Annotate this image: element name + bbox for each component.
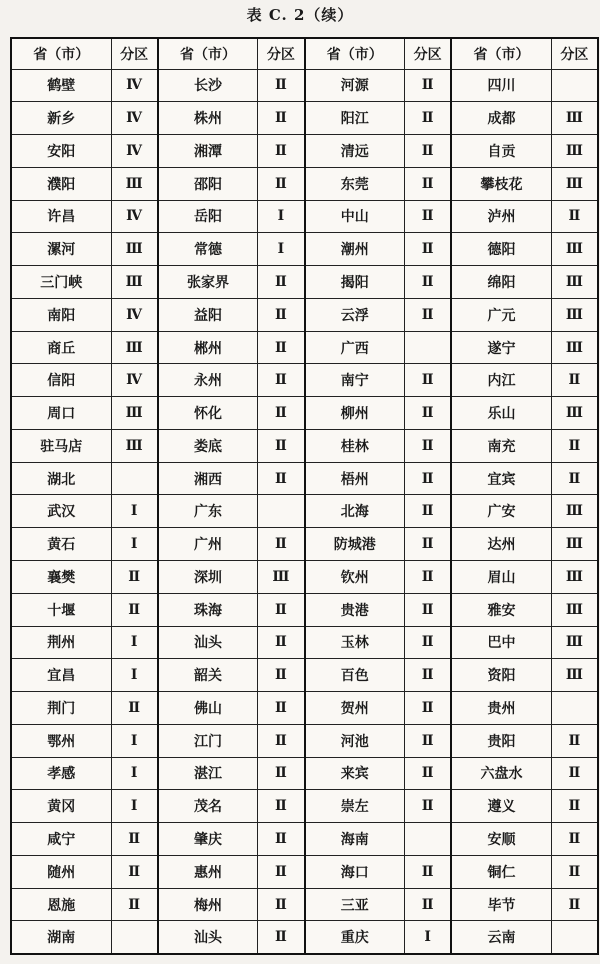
zone-cell: Ⅱ <box>405 757 452 790</box>
zone-cell: Ⅱ <box>111 888 158 921</box>
city-cell: 珠海 <box>158 593 258 626</box>
city-cell: 绵阳 <box>451 266 551 299</box>
zone-cell: Ⅱ <box>405 397 452 430</box>
city-cell: 鹤壁 <box>11 69 111 102</box>
city-cell: 潮州 <box>305 233 405 266</box>
city-cell: 河源 <box>305 69 405 102</box>
zone-cell: Ⅱ <box>405 298 452 331</box>
city-cell: 贵州 <box>451 692 551 725</box>
city-cell: 乐山 <box>451 397 551 430</box>
city-cell: 来宾 <box>305 757 405 790</box>
header-row <box>11 38 598 69</box>
zone-cell: Ⅱ <box>258 790 305 823</box>
city-cell: 湘潭 <box>158 135 258 168</box>
table-row <box>11 135 598 168</box>
zone-cell: Ⅱ <box>258 659 305 692</box>
zone-cell: Ⅳ <box>111 102 158 135</box>
table-row <box>11 790 598 823</box>
header-zone: 分区 <box>258 38 305 69</box>
city-cell: 驻马店 <box>11 429 111 462</box>
table-row <box>11 233 598 266</box>
zone-cell: Ⅲ <box>111 429 158 462</box>
city-cell: 濮阳 <box>11 167 111 200</box>
table-row <box>11 757 598 790</box>
table-row <box>11 331 598 364</box>
city-cell: 安顺 <box>451 823 551 856</box>
zone-cell: Ⅱ <box>258 921 305 954</box>
zone-cell: Ⅱ <box>258 462 305 495</box>
city-cell: 清远 <box>305 135 405 168</box>
table-row <box>11 560 598 593</box>
city-cell: 常德 <box>158 233 258 266</box>
city-cell: 武汉 <box>11 495 111 528</box>
zone-cell: Ⅱ <box>551 823 598 856</box>
zone-cell: Ⅱ <box>258 528 305 561</box>
header-zone: 分区 <box>551 38 598 69</box>
zone-cell: Ⅱ <box>551 757 598 790</box>
zone-cell: Ⅱ <box>111 823 158 856</box>
zone-cell: Ⅱ <box>405 266 452 299</box>
city-cell: 达州 <box>451 528 551 561</box>
zone-cell: Ⅰ <box>111 659 158 692</box>
city-cell: 宜昌 <box>11 659 111 692</box>
city-cell: 重庆 <box>305 921 405 954</box>
table-row <box>11 724 598 757</box>
city-cell: 汕头 <box>158 626 258 659</box>
zone-cell: Ⅱ <box>405 135 452 168</box>
table-row <box>11 266 598 299</box>
zone-cell: Ⅱ <box>405 593 452 626</box>
table-row <box>11 626 598 659</box>
city-cell: 揭阳 <box>305 266 405 299</box>
zone-cell: Ⅲ <box>551 167 598 200</box>
city-cell: 株州 <box>158 102 258 135</box>
city-cell: 德阳 <box>451 233 551 266</box>
header-province: 省（市） <box>451 38 551 69</box>
zone-cell <box>551 921 598 954</box>
city-cell: 崇左 <box>305 790 405 823</box>
city-cell: 张家界 <box>158 266 258 299</box>
zone-cell: Ⅱ <box>258 331 305 364</box>
city-cell: 广元 <box>451 298 551 331</box>
table-body <box>11 69 598 954</box>
city-cell: 南宁 <box>305 364 405 397</box>
zone-cell: Ⅱ <box>405 626 452 659</box>
city-cell: 泸州 <box>451 200 551 233</box>
table-row <box>11 429 598 462</box>
zone-cell: Ⅱ <box>258 692 305 725</box>
city-cell: 贺州 <box>305 692 405 725</box>
climate-zone-table <box>10 37 599 955</box>
zone-cell: Ⅲ <box>551 233 598 266</box>
city-cell: 鄂州 <box>11 724 111 757</box>
city-cell: 佛山 <box>158 692 258 725</box>
zone-cell: Ⅲ <box>551 626 598 659</box>
zone-cell <box>405 823 452 856</box>
zone-cell: Ⅲ <box>551 495 598 528</box>
table-row <box>11 495 598 528</box>
city-cell: 河池 <box>305 724 405 757</box>
zone-cell: Ⅱ <box>258 102 305 135</box>
zone-cell: Ⅱ <box>551 364 598 397</box>
zone-cell: Ⅰ <box>111 495 158 528</box>
zone-cell: Ⅲ <box>258 560 305 593</box>
table-row <box>11 298 598 331</box>
city-cell: 韶关 <box>158 659 258 692</box>
zone-cell: Ⅱ <box>111 560 158 593</box>
zone-cell: Ⅲ <box>551 135 598 168</box>
city-cell: 信阳 <box>11 364 111 397</box>
zone-cell: Ⅲ <box>111 331 158 364</box>
zone-cell: Ⅱ <box>551 790 598 823</box>
table-row <box>11 462 598 495</box>
city-cell: 咸宁 <box>11 823 111 856</box>
table-row <box>11 528 598 561</box>
zone-cell: Ⅱ <box>258 724 305 757</box>
city-cell: 长沙 <box>158 69 258 102</box>
city-cell: 怀化 <box>158 397 258 430</box>
city-cell: 商丘 <box>11 331 111 364</box>
zone-cell: Ⅲ <box>551 528 598 561</box>
zone-cell: Ⅲ <box>551 560 598 593</box>
city-cell: 岳阳 <box>158 200 258 233</box>
city-cell: 柳州 <box>305 397 405 430</box>
header-province: 省（市） <box>305 38 405 69</box>
city-cell: 广安 <box>451 495 551 528</box>
zone-cell: Ⅱ <box>258 823 305 856</box>
zone-cell: Ⅱ <box>405 888 452 921</box>
city-cell: 邵阳 <box>158 167 258 200</box>
city-cell: 湘西 <box>158 462 258 495</box>
city-cell: 江门 <box>158 724 258 757</box>
zone-cell: Ⅱ <box>405 462 452 495</box>
header-province: 省（市） <box>11 38 111 69</box>
table-row <box>11 364 598 397</box>
city-cell: 湖北 <box>11 462 111 495</box>
zone-cell: Ⅱ <box>258 888 305 921</box>
city-cell: 玉林 <box>305 626 405 659</box>
zone-cell: Ⅱ <box>258 298 305 331</box>
table-row <box>11 69 598 102</box>
table-row <box>11 659 598 692</box>
zone-cell: Ⅲ <box>551 102 598 135</box>
city-cell: 许昌 <box>11 200 111 233</box>
zone-cell: Ⅲ <box>111 233 158 266</box>
city-cell: 永州 <box>158 364 258 397</box>
zone-cell: Ⅱ <box>258 429 305 462</box>
zone-cell: Ⅱ <box>551 462 598 495</box>
city-cell: 梅州 <box>158 888 258 921</box>
zone-cell: Ⅱ <box>405 429 452 462</box>
header-zone: 分区 <box>405 38 452 69</box>
city-cell: 荆门 <box>11 692 111 725</box>
city-cell: 遵义 <box>451 790 551 823</box>
zone-cell: Ⅰ <box>111 790 158 823</box>
zone-cell: Ⅱ <box>551 724 598 757</box>
zone-cell: Ⅱ <box>405 790 452 823</box>
zone-cell: Ⅱ <box>551 888 598 921</box>
table-row <box>11 823 598 856</box>
zone-cell: Ⅱ <box>405 692 452 725</box>
city-cell: 漯河 <box>11 233 111 266</box>
header-zone: 分区 <box>111 38 158 69</box>
city-cell: 遂宁 <box>451 331 551 364</box>
city-cell: 巴中 <box>451 626 551 659</box>
zone-cell: Ⅰ <box>405 921 452 954</box>
zone-cell: Ⅳ <box>111 135 158 168</box>
zone-cell: Ⅱ <box>551 429 598 462</box>
city-cell: 六盘水 <box>451 757 551 790</box>
zone-cell: Ⅰ <box>111 724 158 757</box>
zone-cell <box>111 921 158 954</box>
city-cell: 广州 <box>158 528 258 561</box>
table-row <box>11 921 598 954</box>
city-cell: 海口 <box>305 855 405 888</box>
zone-cell: Ⅲ <box>551 593 598 626</box>
city-cell: 铜仁 <box>451 855 551 888</box>
zone-cell: Ⅱ <box>405 102 452 135</box>
city-cell: 湛江 <box>158 757 258 790</box>
city-cell: 黄石 <box>11 528 111 561</box>
city-cell: 海南 <box>305 823 405 856</box>
zone-cell: Ⅰ <box>111 528 158 561</box>
zone-cell: Ⅱ <box>405 495 452 528</box>
zone-cell: Ⅱ <box>111 593 158 626</box>
city-cell: 黄冈 <box>11 790 111 823</box>
city-cell: 梧州 <box>305 462 405 495</box>
city-cell: 贵港 <box>305 593 405 626</box>
city-cell: 云浮 <box>305 298 405 331</box>
city-cell: 郴州 <box>158 331 258 364</box>
city-cell: 防城港 <box>305 528 405 561</box>
city-cell: 眉山 <box>451 560 551 593</box>
header-province: 省（市） <box>158 38 258 69</box>
zone-cell: Ⅱ <box>258 757 305 790</box>
table-row <box>11 102 598 135</box>
zone-cell: Ⅱ <box>258 593 305 626</box>
table-row <box>11 855 598 888</box>
city-cell: 荆州 <box>11 626 111 659</box>
city-cell: 新乡 <box>11 102 111 135</box>
city-cell: 攀枝花 <box>451 167 551 200</box>
zone-cell: Ⅱ <box>405 659 452 692</box>
city-cell: 深圳 <box>158 560 258 593</box>
zone-cell: Ⅳ <box>111 200 158 233</box>
table-row <box>11 167 598 200</box>
zone-cell: Ⅱ <box>258 855 305 888</box>
zone-cell: Ⅱ <box>405 167 452 200</box>
zone-cell: Ⅱ <box>111 855 158 888</box>
city-cell: 毕节 <box>451 888 551 921</box>
city-cell: 资阳 <box>451 659 551 692</box>
city-cell: 成都 <box>451 102 551 135</box>
city-cell: 恩施 <box>11 888 111 921</box>
zone-cell: Ⅱ <box>111 692 158 725</box>
zone-cell: Ⅱ <box>258 626 305 659</box>
city-cell: 十堰 <box>11 593 111 626</box>
zone-cell: Ⅰ <box>258 233 305 266</box>
zone-cell: Ⅱ <box>405 855 452 888</box>
city-cell: 广西 <box>305 331 405 364</box>
zone-cell: Ⅰ <box>111 626 158 659</box>
zone-cell <box>405 331 452 364</box>
city-cell: 宜宾 <box>451 462 551 495</box>
city-cell: 中山 <box>305 200 405 233</box>
zone-cell: Ⅱ <box>405 69 452 102</box>
zone-cell: Ⅱ <box>405 364 452 397</box>
zone-cell <box>258 495 305 528</box>
city-cell: 广东 <box>158 495 258 528</box>
zone-cell: Ⅲ <box>111 397 158 430</box>
table-row <box>11 692 598 725</box>
city-cell: 南阳 <box>11 298 111 331</box>
zone-cell: Ⅲ <box>551 331 598 364</box>
city-cell: 娄底 <box>158 429 258 462</box>
zone-cell: Ⅱ <box>258 69 305 102</box>
city-cell: 惠州 <box>158 855 258 888</box>
zone-cell: Ⅱ <box>551 200 598 233</box>
zone-cell <box>551 69 598 102</box>
zone-cell <box>551 692 598 725</box>
zone-cell: Ⅱ <box>405 200 452 233</box>
zone-cell: Ⅲ <box>111 167 158 200</box>
city-cell: 茂名 <box>158 790 258 823</box>
zone-cell: Ⅱ <box>258 135 305 168</box>
city-cell: 周口 <box>11 397 111 430</box>
zone-cell: Ⅱ <box>258 364 305 397</box>
table-row <box>11 593 598 626</box>
city-cell: 益阳 <box>158 298 258 331</box>
city-cell: 百色 <box>305 659 405 692</box>
city-cell: 阳江 <box>305 102 405 135</box>
zone-cell: Ⅲ <box>551 397 598 430</box>
zone-cell: Ⅱ <box>258 266 305 299</box>
zone-cell: Ⅲ <box>551 266 598 299</box>
city-cell: 汕头 <box>158 921 258 954</box>
city-cell: 随州 <box>11 855 111 888</box>
city-cell: 三门峡 <box>11 266 111 299</box>
city-cell: 北海 <box>305 495 405 528</box>
zone-cell: Ⅲ <box>111 266 158 299</box>
city-cell: 襄樊 <box>11 560 111 593</box>
city-cell: 南充 <box>451 429 551 462</box>
table-title: 表 C. 2（续） <box>246 6 354 24</box>
table-row <box>11 888 598 921</box>
city-cell: 雅安 <box>451 593 551 626</box>
zone-cell: Ⅱ <box>405 724 452 757</box>
zone-cell: Ⅱ <box>258 397 305 430</box>
zone-cell: Ⅰ <box>258 200 305 233</box>
city-cell: 三亚 <box>305 888 405 921</box>
zone-cell: Ⅳ <box>111 364 158 397</box>
zone-cell: Ⅲ <box>551 298 598 331</box>
city-cell: 四川 <box>451 69 551 102</box>
city-cell: 肇庆 <box>158 823 258 856</box>
zone-cell: Ⅳ <box>111 298 158 331</box>
city-cell: 云南 <box>451 921 551 954</box>
city-cell: 钦州 <box>305 560 405 593</box>
zone-cell: Ⅱ <box>405 560 452 593</box>
city-cell: 湖南 <box>11 921 111 954</box>
zone-cell: Ⅳ <box>111 69 158 102</box>
city-cell: 内江 <box>451 364 551 397</box>
city-cell: 安阳 <box>11 135 111 168</box>
zone-cell: Ⅱ <box>405 528 452 561</box>
zone-cell: Ⅰ <box>111 757 158 790</box>
zone-cell: Ⅱ <box>405 233 452 266</box>
table-row <box>11 200 598 233</box>
city-cell: 东莞 <box>305 167 405 200</box>
table-row <box>11 397 598 430</box>
zone-cell: Ⅱ <box>258 167 305 200</box>
city-cell: 桂林 <box>305 429 405 462</box>
city-cell: 自贡 <box>451 135 551 168</box>
zone-cell <box>111 462 158 495</box>
zone-cell: Ⅲ <box>551 659 598 692</box>
zone-cell: Ⅱ <box>551 855 598 888</box>
city-cell: 贵阳 <box>451 724 551 757</box>
city-cell: 孝感 <box>11 757 111 790</box>
